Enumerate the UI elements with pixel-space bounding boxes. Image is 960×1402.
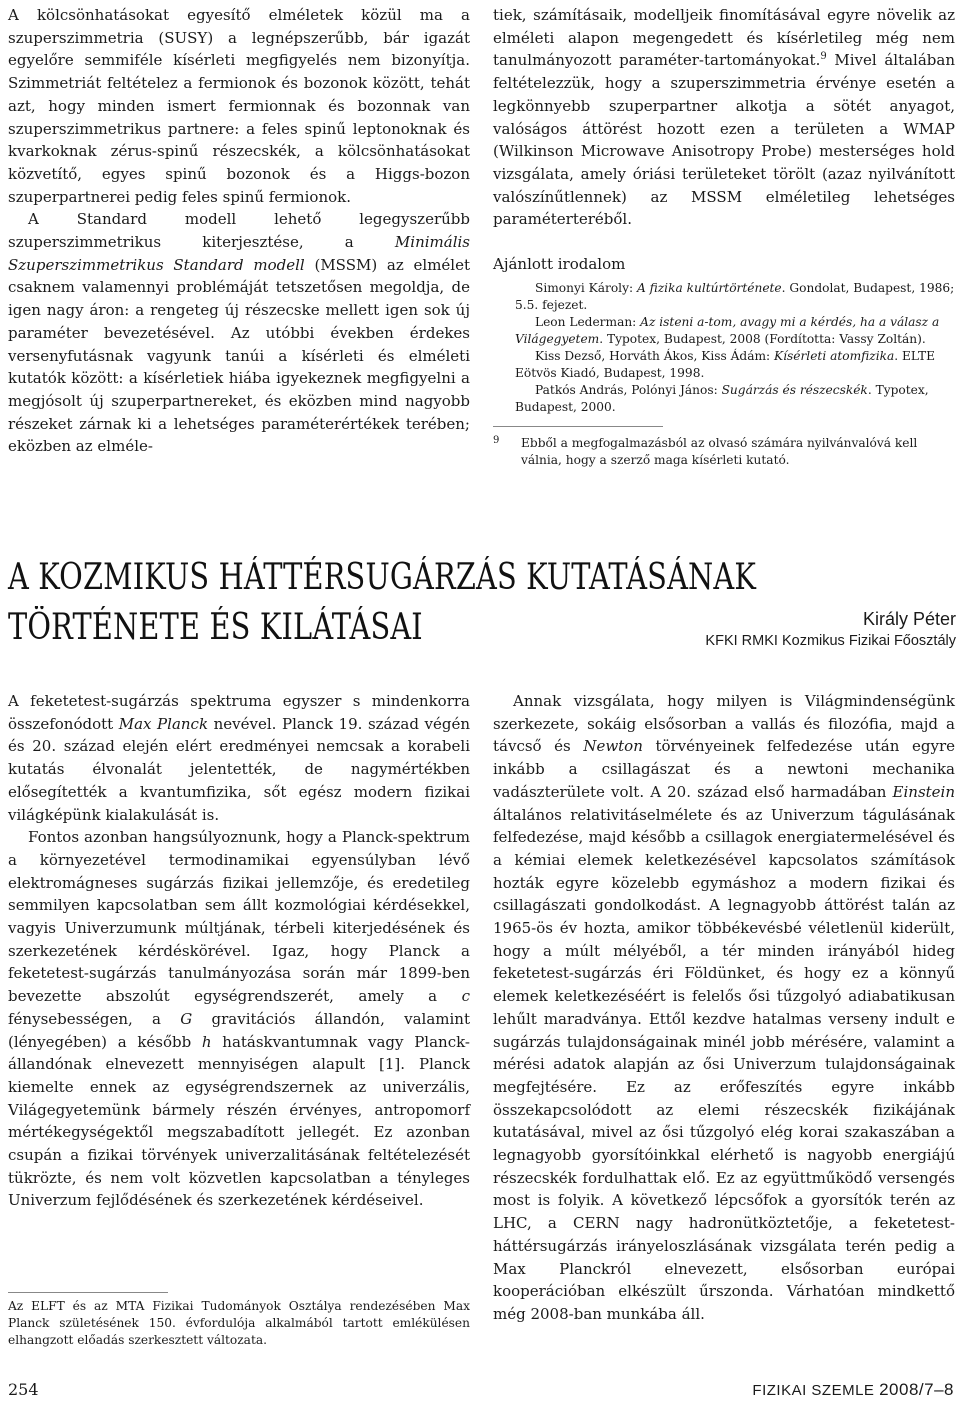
- bottom-left-column: [8, 690, 470, 1212]
- text-run: Annak vizsgálata, hogy milyen is Világmindenségünk szerkezete, sokáig elsősorban a vallás és filozófia, majd a távcső és: [493, 692, 955, 756]
- text-run: (MSSM) az elmélet csaknem valamennyi problémáját tetszetősen megoldja, de igen nagy áron: a rengeteg új részecske mellett igen sok új paraméter bevezetésével. Az utóbbi években érdekes versenyfutásnak vagyunk tanúi a kísérleti és elméleti kutatók között: a kísérletiek hiába igyekeznek megfigyelni a megjósolt új szuperpartnereket, és eközben mind nagyobb részeket zárnak ki a lehetséges paraméterértékek terében; eközben az elméle-: [8, 255, 470, 456]
- ref-authors: Kiss Dezső, Horváth Ákos, Kiss Ádám:: [535, 348, 775, 363]
- ref-publisher: . Typotex, Budapest, 2008 (Fordította: Vassy Zoltán).: [599, 331, 926, 346]
- emphasis: Einstein: [892, 782, 955, 801]
- footnote-mark: 9: [493, 434, 500, 446]
- footnote-text: Ebből a megfogalmazásból az olvasó számára nyilvánvalóvá kell válnia, hogy a szerző maga kísérleti kutató.: [521, 435, 918, 467]
- ref-publisher: . Typotex, Budapest, 2000.: [515, 382, 929, 414]
- journal-footer: [752, 1380, 954, 1400]
- symbol-g: G: [180, 1009, 193, 1028]
- text-run: tiek, számításaik, modelljeik finomításával egyre növelik az elméleti alapon megengedett és kísérletileg még nem tanulmányozott paraméter-tartományokat.: [493, 6, 955, 70]
- reference-item: [493, 382, 955, 416]
- text-run: A Standard modell lehető legegyszerűbb szuperszimmetrikus kiterjesztése, a: [8, 210, 470, 252]
- footnote-ref[interactable]: 9: [820, 51, 827, 63]
- affiliation-note: Az ELFT és az MTA Fizikai Tudományok Osztálya rendezésében Max Planck születésének 150. évfordulója alkalmából tartott emlékülésen elhangzott előadás szerkesztett változata.: [8, 1299, 470, 1347]
- text-run: A feketetest-sugárzás spektruma egyszer s mindenkorra összefonódott: [8, 692, 470, 733]
- article-title-line-2: TÖRTÉNETE ÉS KILÁTÁSAI: [8, 607, 423, 648]
- text-run: nevével. Planck 19. század végén és 20. század elején elért eredményei nemcsak a korabeli kutatás élvonalát jelentették, de nagymértékben elősegítették a kvantumfizika, sőt egész modern fizikai világképünk kialakulását is.: [8, 714, 470, 824]
- author-affiliation: KFKI RMKI Kozmikus Fizikai Főosztály: [705, 633, 956, 649]
- paragraph: A kölcsönhatásokat egyesítő elméletek közül ma a szuperszimmetria (SUSY) a legnépszerűbb, bár igazát egyelőre semmiféle kísérleti megfigyelés nem bizonyítja. Szimmetriát feltételez a fermionok és bozonok között, tehát azt, hogy minden ismert fermionnak és bozonnak van szuperszimmetrikus partnere: a feles spinű leptonoknak és kvarkoknak zérus-spinű részecskék, a kölcsönhatásokat közvetítő, egyes spinű bozonok és a Higgs-bozon szuperpartnerei pedig feles spinű fermionok.: [8, 6, 470, 206]
- ref-title: Kísérleti atomfizika: [774, 348, 895, 363]
- ref-authors: Simonyi Károly:: [535, 280, 637, 295]
- text-run: törvényeinek felfedezése után egyre inkább a csillagászat és a newtoni mechanika vadászterülete volt. A 20. század első harmadában: [493, 737, 955, 801]
- paragraph: [493, 690, 955, 1326]
- bottom-right-column: [493, 690, 955, 1326]
- emphasis: Newton: [583, 737, 643, 756]
- ref-authors: Patkós András, Polónyi János:: [535, 382, 722, 397]
- article-header: [8, 557, 956, 667]
- text-run: általános relativitáselmélete és az Univerzum tágulásának felfedezése, majd később a csillagok energiatermelésével és a kémiai elemek keletkezésével kapcsolatos számítások hozták egyre közelebb egymáshoz a modern fizikai és csillagászati gondolkodást. A legnagyobb áttörést talán az 1965-ös év hozta, amikor többékevésbé véletlenül kiderült, hogy a múlt mélyéből, a tér minden irányából hideg feketetest-sugárzás éri Földünket, és hogy ez a könnyű elemek keletkezéséért is felelős ősi tűzgolyó adiabatikusan lehűlt maradványa. Ettől kezdve hatalmas verseny indult e sugárzás tulajdonságainak minél jobb mérésére, valamint a mérési adatok alapján az ősi Univerzum tulajdonságainak megfejtésére. Ez az erőfeszítés egyre inkább összekapcsolódott az elemi részecskék fizikájának kutatásával, mivel az ősi tűzgolyó elég korai szakaszában a legnagyobb gyorsítóinkkal elérhető is nagyobb energiájú részecskék fordulhattak elő. Ez az együttműködő versengés most is folyik. A következő lépcsőfok a gyorsítók terén az LHC, a CERN nagy hadronütköztetője, a feketetest-háttérsugárzás irányeloszlásának vizsgálata terén pedig a Max Planckról elnevezett, elsősorban európai kooperációban elkészült űrszonda. Várhatóan mindkettő még 2008-ban munkába áll.: [493, 805, 955, 1323]
- paragraph: [8, 826, 470, 1212]
- footnote: [493, 435, 955, 469]
- ref-authors: Leon Lederman:: [535, 314, 641, 329]
- text-run: hatáskvantumnak vagy Planck-állandónak elnevezett mennyiségen alapult [1]. Planck kiemelte ennek az egységrendszernek az univerzális, Világegyetemünk bármely részén érvényes, antropomorf mértékegységektől megszabadított jellegét. Ez azonban csupán a fizikai törvények univerzalitásának feltételezését tükrözte, és nem volt közvetlen kapcsolatban a tényleges Univerzum fejlődésének és szerkezetének kérdéseivel.: [8, 1032, 470, 1210]
- journal-issue: 2008/7–8: [879, 1380, 954, 1399]
- journal-name: FIZIKAI SZEMLE: [752, 1382, 880, 1399]
- emphasis: Minimális Szuperszimmetrikus Standard modell: [8, 233, 470, 274]
- footnote-divider: [493, 426, 663, 427]
- ref-title: Az isteni a-tom, avagy mi a kérdés, ha a válasz a Világegyetem: [515, 314, 940, 346]
- ref-publisher: . ELTE Eötvös Kiadó, Budapest, 1998.: [515, 348, 936, 380]
- text-run: Mivel általában feltételezzük, hogy a szuperszimmetria érvénye esetén a legkönnyebb szuperpartner alkotja a sötét anyagot, valóságos áttörést hozott ezen a területen a WMAP (Wilkinson Microwave Anisotropy Probe) mesterséges hold vizsgálata, amely óriási területeket törölt (azaz nyilvánított valószínűtlennek) az MSSM elméletileg lehetséges paraméterteréből.: [493, 51, 955, 229]
- references-heading: Ajánlott irodalom: [493, 255, 626, 274]
- ref-title: Sugárzás és részecskék: [721, 382, 868, 397]
- reference-item: [493, 280, 955, 314]
- top-left-column: [8, 4, 470, 458]
- symbol-c: c: [461, 987, 470, 1006]
- ref-title: A fizika kultúrtörténete: [636, 280, 782, 295]
- author-name: Király Péter: [862, 609, 956, 629]
- affiliation-note-divider: [8, 1292, 168, 1293]
- top-right-column: [493, 4, 955, 469]
- text-run: Fontos azonban hangsúlyoznunk, hogy a Planck-spektrum a környezetével termodinamikai egyensúlyban lévő elektromágneses sugárzás fizikai jellemzője, és eredetileg semmilyen kapcsolatban sem állt kozmológiai kérdésekkel, vagyis Univerzumunk múltjának, térbeli kiterjedésének és szerkezetének kérdéskörével. Igaz, hogy Planck a feketetest-sugárzás tanulmányozása során már 1899-ben bevezette abszolút egységrendszerét, amely a: [8, 828, 470, 1006]
- paragraph: [493, 4, 955, 231]
- text-run: gravitációs állandón, valamint (lényegében) a később: [8, 1009, 470, 1051]
- paragraph: [8, 690, 470, 826]
- reference-item: [493, 314, 955, 348]
- references-list: [493, 280, 955, 416]
- text-run: fénysebességen, a: [8, 1009, 181, 1028]
- emphasis: Max Planck: [118, 714, 209, 733]
- ref-publisher: . Gondolat, Budapest, 1986; 5.5. fejezet.: [515, 280, 955, 312]
- page-number: 254: [8, 1380, 39, 1399]
- paragraph: [8, 208, 470, 458]
- reference-item: [493, 348, 955, 382]
- symbol-h: h: [201, 1032, 212, 1051]
- article-title-line-1: A KOZMIKUS HÁTTÉRSUGÁRZÁS KUTATÁSÁNAK: [8, 557, 757, 598]
